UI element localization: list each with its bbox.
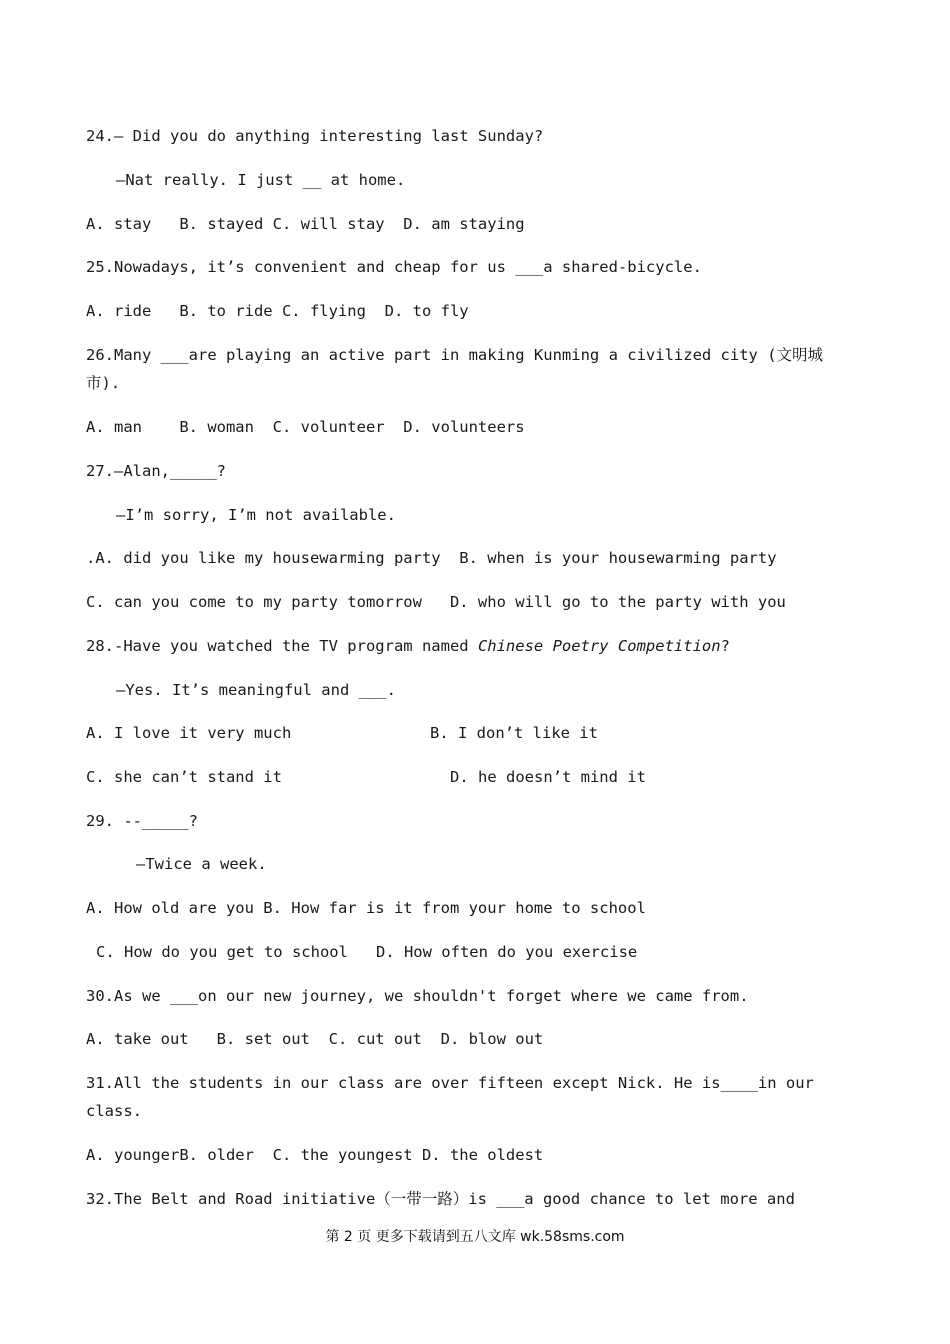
q26-question: 26.Many ___are playing an active part in making Kunming a civilized city (文明城 — [86, 346, 824, 364]
q27-question: 27.—Alan,_____? — [86, 462, 226, 480]
q28-option-d: D. he doesn’t mind it — [450, 768, 646, 786]
q28-question — [86, 635, 730, 657]
q32-question: 32.The Belt and Road initiative（一带一路）is ___a good chance to let more and — [86, 1190, 795, 1208]
q28-option-b: B. I don’t like it — [430, 724, 598, 742]
q27-answer-line: —I’m sorry, I’m not available. — [116, 506, 396, 524]
q28-question-text: 28.-Have you watched the TV program named — [86, 637, 478, 655]
q25-question: 25.Nowadays, it’s convenient and cheap for us ___a shared-bicycle. — [86, 258, 702, 276]
q28-option-a: A. I love it very much — [86, 724, 292, 742]
q24-answer-line: —Nat really. I just __ at home. — [116, 171, 406, 189]
q28-option-c: C. she can’t stand it — [86, 768, 282, 786]
q24-options: A. stay B. stayed C. will stay D. am staying — [86, 215, 525, 233]
q28-answer-line: —Yes. It’s meaningful and ___. — [116, 681, 396, 699]
q28-question-mark: ? — [720, 637, 730, 655]
q31-options: A. youngerB. older C. the youngest D. the oldest — [86, 1146, 544, 1164]
q29-options-ab: A. How old are you B. How far is it from your home to school — [86, 899, 646, 917]
q31-question-cont: class. — [86, 1102, 142, 1120]
page-footer: 第 2 页 更多下载请到五八文库 wk.58sms.com — [325, 1229, 625, 1245]
q30-options: A. take out B. set out C. cut out D. blow out — [86, 1030, 544, 1048]
q30-question: 30.As we ___on our new journey, we shouldn't forget where we came from. — [86, 987, 749, 1005]
q29-answer-line: —Twice a week. — [136, 855, 267, 873]
q29-question: 29. --_____? — [86, 812, 198, 830]
q27-options-cd: C. can you come to my party tomorrow D. who will go to the party with you — [86, 593, 786, 611]
q27-options-ab: .A. did you like my housewarming party B. when is your housewarming party — [86, 549, 777, 567]
q28-program-title: Chinese Poetry Competition — [477, 637, 721, 655]
q26-question-cont: 市). — [86, 374, 121, 392]
q26-options: A. man B. woman C. volunteer D. volunteers — [86, 418, 525, 436]
q31-question: 31.All the students in our class are over fifteen except Nick. He is____in our — [86, 1074, 814, 1092]
q29-options-cd: C. How do you get to school D. How often do you exercise — [96, 943, 638, 961]
q25-options: A. ride B. to ride C. flying D. to fly — [86, 302, 469, 320]
q24-question: 24.— Did you do anything interesting last Sunday? — [86, 127, 544, 145]
